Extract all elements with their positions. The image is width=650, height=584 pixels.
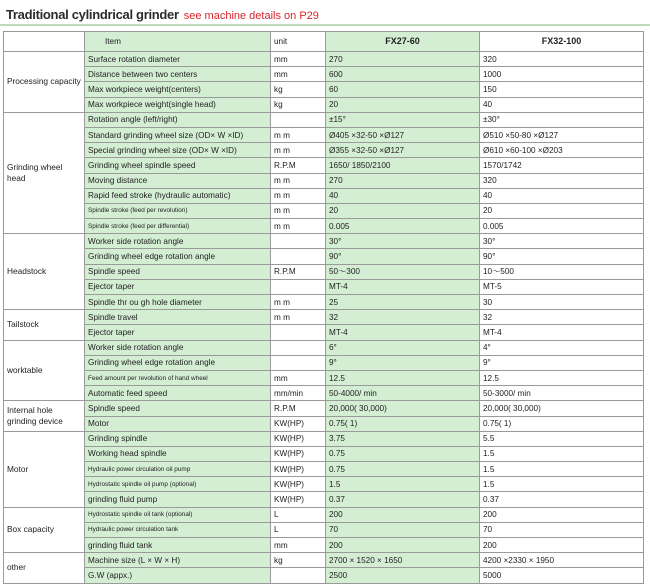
value-fx27-60-cell: 2500: [326, 568, 480, 583]
unit-cell: R.P.M: [271, 264, 326, 279]
item-cell: Spindle speed: [85, 401, 271, 416]
table-row: [4, 416, 644, 431]
item-cell: Moving distance: [85, 173, 271, 188]
table-row: [4, 355, 644, 370]
category-cell: Headstock: [4, 234, 85, 310]
value-fx27-60-cell: 0.37: [326, 492, 480, 507]
value-fx32-100-cell: 50-3000/ min: [480, 386, 644, 401]
value-fx27-60-cell: 60: [326, 82, 480, 97]
unit-cell: [271, 340, 326, 355]
page-title: Traditional cylindrical grinder: [6, 7, 179, 22]
item-cell: Rapid feed stroke (hydraulic automatic): [85, 188, 271, 203]
header-item: Item: [85, 32, 271, 52]
table-row: [4, 234, 644, 249]
value-fx32-100-cell: 150: [480, 82, 644, 97]
unit-cell: kg: [271, 553, 326, 568]
value-fx32-100-cell: 200: [480, 538, 644, 553]
unit-cell: KW(HP): [271, 462, 326, 477]
unit-cell: [271, 279, 326, 294]
value-fx32-100-cell: 12.5: [480, 370, 644, 385]
unit-cell: KW(HP): [271, 446, 326, 461]
item-cell: Ejector taper: [85, 325, 271, 340]
table-row: [4, 127, 644, 142]
value-fx27-60-cell: 9°: [326, 355, 480, 370]
category-cell: Motor: [4, 431, 85, 507]
table-row: [4, 112, 644, 127]
item-cell: Surface rotation diameter: [85, 52, 271, 67]
unit-cell: mm/min: [271, 386, 326, 401]
header-model-fx32-100: FX32-100: [480, 32, 644, 52]
value-fx27-60-cell: 0.75( 1): [326, 416, 480, 431]
value-fx27-60-cell: 50～300: [326, 264, 480, 279]
unit-cell: kg: [271, 82, 326, 97]
value-fx27-60-cell: 270: [326, 173, 480, 188]
category-cell: worktable: [4, 340, 85, 401]
unit-cell: m m: [271, 127, 326, 142]
item-cell: Hydraulic power circulation oil pump: [85, 462, 271, 477]
value-fx27-60-cell: Ø405 ×32-50 ×Ø127: [326, 127, 480, 142]
value-fx32-100-cell: 30: [480, 295, 644, 310]
value-fx27-60-cell: ±15°: [326, 112, 480, 127]
value-fx27-60-cell: 20,000( 30,000): [326, 401, 480, 416]
value-fx32-100-cell: 1.5: [480, 446, 644, 461]
item-cell: Grinding wheel spindle speed: [85, 158, 271, 173]
category-cell: other: [4, 553, 85, 583]
unit-cell: [271, 355, 326, 370]
item-cell: Spindle thr ou gh hole diameter: [85, 295, 271, 310]
value-fx32-100-cell: MT-4: [480, 325, 644, 340]
unit-cell: L: [271, 507, 326, 522]
item-cell: Worker side rotation angle: [85, 340, 271, 355]
value-fx27-60-cell: 6°: [326, 340, 480, 355]
table-row: [4, 82, 644, 97]
table-row: [4, 340, 644, 355]
value-fx32-100-cell: 4200 ×2330 × 1950: [480, 553, 644, 568]
value-fx27-60-cell: 3.75: [326, 431, 480, 446]
value-fx32-100-cell: Ø610 ×60-100 ×Ø203: [480, 143, 644, 158]
table-row: [4, 325, 644, 340]
unit-cell: mm: [271, 52, 326, 67]
item-cell: Hydraulic power circulation tank: [85, 522, 271, 537]
value-fx27-60-cell: MT-4: [326, 279, 480, 294]
value-fx27-60-cell: 30°: [326, 234, 480, 249]
table-row: [4, 370, 644, 385]
unit-cell: L: [271, 522, 326, 537]
value-fx27-60-cell: Ø355 ×32-50 ×Ø127: [326, 143, 480, 158]
value-fx32-100-cell: 90°: [480, 249, 644, 264]
value-fx27-60-cell: 32: [326, 310, 480, 325]
value-fx32-100-cell: 0.75( 1): [480, 416, 644, 431]
value-fx27-60-cell: 1650/ 1850/2100: [326, 158, 480, 173]
value-fx32-100-cell: 10～500: [480, 264, 644, 279]
value-fx27-60-cell: 25: [326, 295, 480, 310]
value-fx32-100-cell: 20: [480, 203, 644, 218]
value-fx32-100-cell: MT-5: [480, 279, 644, 294]
category-cell: Box capacity: [4, 507, 85, 553]
value-fx27-60-cell: MT-4: [326, 325, 480, 340]
value-fx27-60-cell: 0.75: [326, 462, 480, 477]
unit-cell: KW(HP): [271, 477, 326, 492]
item-cell: grinding fluid tank: [85, 538, 271, 553]
specifications-table: [3, 31, 644, 584]
value-fx32-100-cell: 1.5: [480, 462, 644, 477]
value-fx32-100-cell: 30°: [480, 234, 644, 249]
unit-cell: m m: [271, 188, 326, 203]
value-fx27-60-cell: 200: [326, 538, 480, 553]
unit-cell: m m: [271, 173, 326, 188]
unit-cell: mm: [271, 67, 326, 82]
table-row: [4, 446, 644, 461]
item-cell: grinding fluid pump: [85, 492, 271, 507]
value-fx27-60-cell: 0.75: [326, 446, 480, 461]
table-row: [4, 522, 644, 537]
item-cell: Feed amount per revolution of hand wheel: [85, 370, 271, 385]
header-model-fx27-60: FX27-60: [326, 32, 480, 52]
item-cell: Spindle stroke (feed per differential): [85, 219, 271, 234]
unit-cell: KW(HP): [271, 431, 326, 446]
header-unit: unit: [271, 32, 326, 52]
item-cell: Automatic feed speed: [85, 386, 271, 401]
table-row: [4, 295, 644, 310]
table-row: [4, 67, 644, 82]
value-fx32-100-cell: 320: [480, 173, 644, 188]
value-fx27-60-cell: 90°: [326, 249, 480, 264]
unit-cell: [271, 249, 326, 264]
value-fx32-100-cell: 1570/1742: [480, 158, 644, 173]
value-fx32-100-cell: 4°: [480, 340, 644, 355]
table-header-row: [4, 32, 644, 52]
item-cell: Hydrostatic spindle oil tank (optional): [85, 507, 271, 522]
value-fx32-100-cell: 5000: [480, 568, 644, 583]
item-cell: Max workpiece weight(centers): [85, 82, 271, 97]
value-fx27-60-cell: 200: [326, 507, 480, 522]
category-cell: Internal hole grinding device: [4, 401, 85, 431]
table-row: [4, 97, 644, 112]
item-cell: Max workpiece weight(single head): [85, 97, 271, 112]
unit-cell: kg: [271, 97, 326, 112]
category-cell: Grinding wheel head: [4, 112, 85, 234]
value-fx27-60-cell: 20: [326, 97, 480, 112]
table-row: [4, 264, 644, 279]
table-row: [4, 219, 644, 234]
unit-cell: R.P.M: [271, 158, 326, 173]
unit-cell: KW(HP): [271, 416, 326, 431]
item-cell: Standard grinding wheel size (OD× W ×ID): [85, 127, 271, 142]
unit-cell: mm: [271, 538, 326, 553]
value-fx27-60-cell: 270: [326, 52, 480, 67]
value-fx32-100-cell: 20,000( 30,000): [480, 401, 644, 416]
value-fx32-100-cell: 320: [480, 52, 644, 67]
table-row: [4, 188, 644, 203]
item-cell: Spindle stroke (feed per revolution): [85, 203, 271, 218]
value-fx32-100-cell: 32: [480, 310, 644, 325]
table-row: [4, 507, 644, 522]
unit-cell: [271, 234, 326, 249]
table-row: [4, 568, 644, 583]
table-row: [4, 249, 644, 264]
value-fx32-100-cell: 9°: [480, 355, 644, 370]
value-fx27-60-cell: 12.5: [326, 370, 480, 385]
unit-cell: m m: [271, 310, 326, 325]
value-fx27-60-cell: 40: [326, 188, 480, 203]
value-fx32-100-cell: 70: [480, 522, 644, 537]
value-fx27-60-cell: 0.005: [326, 219, 480, 234]
item-cell: Hydrostatic spindle oil pump (optional): [85, 477, 271, 492]
unit-cell: KW(HP): [271, 492, 326, 507]
specifications-body: [4, 32, 644, 584]
item-cell: Special grinding wheel size (OD× W ×ID): [85, 143, 271, 158]
item-cell: Rotation angle (left/right): [85, 112, 271, 127]
table-row: [4, 310, 644, 325]
header-blank-cell: [4, 32, 85, 52]
category-cell: Tailstock: [4, 310, 85, 340]
page-header: [6, 6, 319, 22]
table-row: [4, 386, 644, 401]
item-cell: Grinding wheel edge rotation angle: [85, 249, 271, 264]
unit-cell: m m: [271, 203, 326, 218]
value-fx32-100-cell: 200: [480, 507, 644, 522]
table-row: [4, 173, 644, 188]
table-row: [4, 462, 644, 477]
item-cell: Grinding wheel edge rotation angle: [85, 355, 271, 370]
item-cell: Motor: [85, 416, 271, 431]
value-fx27-60-cell: 70: [326, 522, 480, 537]
value-fx32-100-cell: 1.5: [480, 477, 644, 492]
item-cell: Machine size (L × W × H): [85, 553, 271, 568]
table-row: [4, 203, 644, 218]
item-cell: Ejector taper: [85, 279, 271, 294]
table-row: [4, 492, 644, 507]
value-fx32-100-cell: 0.37: [480, 492, 644, 507]
item-cell: Spindle travel: [85, 310, 271, 325]
unit-cell: [271, 568, 326, 583]
unit-cell: [271, 325, 326, 340]
machine-details-note: see machine details on P29: [183, 10, 319, 22]
item-cell: Working head spindle: [85, 446, 271, 461]
value-fx27-60-cell: 2700 × 1520 × 1650: [326, 553, 480, 568]
unit-cell: m m: [271, 219, 326, 234]
table-row: [4, 279, 644, 294]
table-row: [4, 52, 644, 67]
unit-cell: mm: [271, 370, 326, 385]
value-fx27-60-cell: 1.5: [326, 477, 480, 492]
value-fx32-100-cell: 1000: [480, 67, 644, 82]
value-fx32-100-cell: 40: [480, 188, 644, 203]
table-row: [4, 431, 644, 446]
item-cell: Worker side rotation angle: [85, 234, 271, 249]
unit-cell: m m: [271, 295, 326, 310]
category-cell: Processing capacity: [4, 52, 85, 113]
table-row: [4, 401, 644, 416]
unit-cell: [271, 112, 326, 127]
item-cell: Grinding spindle: [85, 431, 271, 446]
value-fx32-100-cell: 5.5: [480, 431, 644, 446]
value-fx32-100-cell: Ø510 ×50-80 ×Ø127: [480, 127, 644, 142]
table-row: [4, 158, 644, 173]
table-row: [4, 477, 644, 492]
unit-cell: m m: [271, 143, 326, 158]
value-fx32-100-cell: 0.005: [480, 219, 644, 234]
value-fx27-60-cell: 20: [326, 203, 480, 218]
header-divider: [0, 24, 650, 26]
unit-cell: R.P.M: [271, 401, 326, 416]
value-fx32-100-cell: 40: [480, 97, 644, 112]
value-fx32-100-cell: ±30°: [480, 112, 644, 127]
table-row: [4, 538, 644, 553]
item-cell: G.W (appx.): [85, 568, 271, 583]
table-row: [4, 143, 644, 158]
value-fx27-60-cell: 50-4000/ min: [326, 386, 480, 401]
item-cell: Distance between two centers: [85, 67, 271, 82]
item-cell: Spindle speed: [85, 264, 271, 279]
value-fx27-60-cell: 600: [326, 67, 480, 82]
